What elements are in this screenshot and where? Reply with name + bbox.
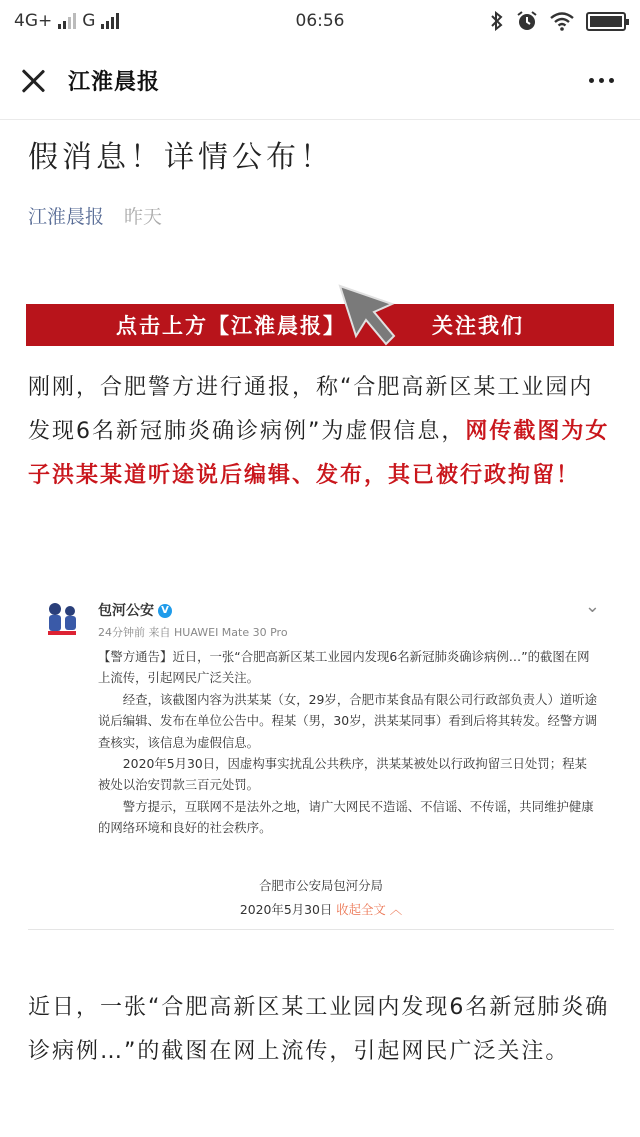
embed-date-line <box>28 900 614 918</box>
paragraph-1-normal: 刚刚，合肥警方进行通报，称“合肥高新区某工业园内发现6名新冠肺炎确诊病例”为虚假信息， <box>28 375 594 444</box>
nav-title: 江淮晨报 <box>68 70 161 95</box>
banner-right-text: 关注我们 <box>432 313 524 338</box>
paragraph-1-highlight: 网传截图为女子洪某某道听途说后编辑、发布，其已被行政拘留！ <box>28 419 610 488</box>
embed-body <box>98 646 598 839</box>
verified-icon: V <box>158 604 172 618</box>
police-avatar-icon <box>42 600 82 640</box>
embed-account-name <box>98 600 172 620</box>
status-right <box>490 10 626 32</box>
more-icon[interactable] <box>589 78 614 83</box>
embed-paragraph: 【警方通告】近日，一张“合肥高新区某工业园内发现6名新冠肺炎确诊病例…”的截图在网上流传，引起网民广泛关注。 <box>98 649 590 686</box>
status-time: 06:56 <box>295 11 345 31</box>
embed-paragraph: 2020年5月30日，因虚构事实扰乱公共秩序，洪某某被处以行政拘留三日处罚；程某被处以治安罚款三百元处罚。 <box>98 756 587 793</box>
article-paragraph-2: 近日，一张“合肥高新区某工业园内发现6名新冠肺炎确诊病例…”的截图在网上流传，引起网民广泛关注。 <box>28 995 610 1064</box>
collapse-link[interactable] <box>336 902 402 917</box>
embed-account-label: 包河公安 <box>98 603 154 619</box>
article-meta <box>28 202 162 229</box>
chevron-up-icon: ︿ <box>389 902 403 917</box>
embed-date: 2020年5月30日 <box>239 902 333 917</box>
embed-meta: 24分钟前 来自 HUAWEI Mate 30 Pro <box>98 626 288 639</box>
article-title: 假消息！详情公布！ <box>28 140 334 175</box>
follow-banner[interactable] <box>26 304 614 346</box>
status-left <box>14 11 119 31</box>
article-paragraph-1 <box>28 366 616 498</box>
signal-icon <box>58 13 76 29</box>
cursor-arrow-icon <box>336 280 406 350</box>
collapse-label: 收起全文 <box>336 902 386 917</box>
article-source-link[interactable]: 江淮晨报 <box>28 206 105 228</box>
battery-icon <box>586 12 626 31</box>
network-type: 4G+ <box>14 11 53 31</box>
carrier-2-label: G <box>82 11 96 31</box>
article-date: 昨天 <box>124 206 163 228</box>
chevron-down-icon[interactable]: ⌄ <box>584 596 600 617</box>
embed-paragraph: 经查，该截图内容为洪某某（女，29岁，合肥市某食品有限公司行政部负责人）道听途说后编辑、发布在单位公告中。程某（男，30岁，洪某某同事）看到后将其转发。经警方调查核实，该信息为虚假信息。 <box>98 691 598 750</box>
alarm-icon <box>516 10 538 32</box>
close-icon[interactable] <box>18 66 48 96</box>
nav-bar <box>0 42 640 120</box>
signal-2-icon <box>101 13 119 29</box>
status-bar <box>0 0 640 42</box>
banner-left-text: 点击上方【江淮晨报】 <box>116 313 346 338</box>
bluetooth-icon <box>490 11 504 31</box>
wifi-icon <box>550 11 574 31</box>
embed-paragraph: 警方提示，互联网不是法外之地，请广大网民不造谣、不信谣、不传谣，共同维护健康的网络环境和良好的社会秩序。 <box>98 798 594 836</box>
embedded-weibo-post <box>28 590 614 930</box>
embed-signature: 合肥市公安局包河分局 <box>259 878 383 893</box>
